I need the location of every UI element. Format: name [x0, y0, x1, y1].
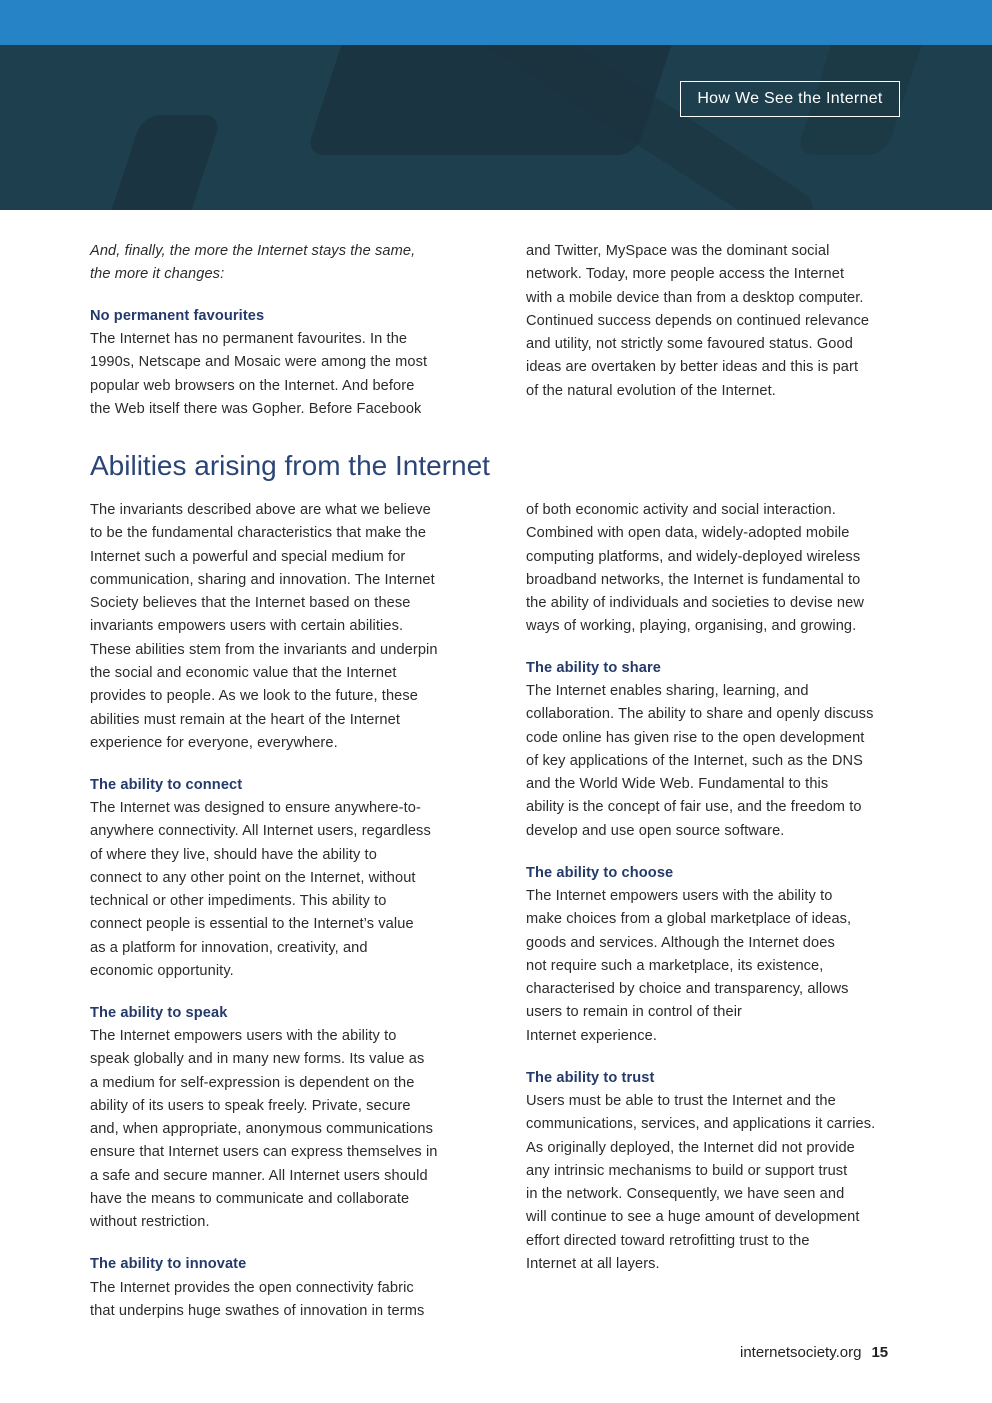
heading-ability-speak: The ability to speak [90, 1005, 228, 1021]
decorative-shape [78, 115, 223, 210]
page-footer [740, 1344, 888, 1361]
paragraph: The Internet was designed to ensure anywhere-to- anywhere connectivity. All Internet users, regardless of where they live, should have the ability to connect to any other point on the Internet, without technical or other impediments. This ability to connect people is essential to the Internet’s value as a platform for innovation, creativity, and economic opportunity. [90, 800, 431, 980]
section-label: How We See the Internet [680, 81, 900, 117]
heading-ability-innovate: The ability to innovate [90, 1256, 247, 1272]
heading-ability-choose: The ability to choose [526, 865, 674, 881]
paragraph: The Internet empowers users with the ability to speak globally and in many new forms. Its value as a medium for self-expression is dependent on the ability of its users to speak freely. Private, secure and, when appropriate, anonymous communications ensure that Internet users can express themselves in a safe and secure manner. All Internet users should have the means to communicate and collaborate without restriction. [90, 1028, 438, 1231]
top-color-bar [0, 0, 992, 45]
heading-ability-trust: The ability to trust [526, 1070, 655, 1086]
paragraph: The Internet has no permanent favourites. In the 1990s, Netscape and Mosaic were among the most popular web browsers on the Internet. And before the Web itself there was Gopher. Before Facebook [90, 331, 428, 417]
paragraph: The Internet empowers users with the ability to make choices from a global marketplace of ideas, goods and services. Although the Internet does not require such a marketplace, its existence, characterised by choice and transparency, allows users to remain in control of their Internet experience. [526, 888, 852, 1044]
lead-text: And, finally, the more the Internet stays the same, the more it changes: [90, 243, 416, 283]
header-banner [0, 45, 992, 210]
section-title: Abilities arising from the Internet [90, 450, 490, 481]
heading-no-permanent-favourites: No permanent favourites [90, 308, 265, 324]
heading-ability-share: The ability to share [526, 660, 661, 676]
page-number: 15 [871, 1344, 889, 1361]
paragraph: and Twitter, MySpace was the dominant social network. Today, more people access the Internet with a mobile device than from a desktop computer. Continued success depends on continued relevance and utility, not strictly some favoured status. Good ideas are overtaken by better ideas and this is part of the natural evolution of the Internet. [526, 243, 870, 399]
paragraph: The Internet enables sharing, learning, and collaboration. The ability to share and openly discuss code online has given rise to the open development of key applications of the Internet, such as the DNS and the World Wide Web. Fundamental to this ability is the concept of fair use, and the freedom to develop and use open source software. [526, 683, 874, 839]
heading-ability-connect: The ability to connect [90, 777, 243, 793]
paragraph: The invariants described above are what we believe to be the fundamental characteristics that make the Internet such a powerful and special medium for communication, sharing and innovation. The Internet Society believes that the Internet based on these invariants empowers users with certain abilities. These abilities stem from the invariants and underpin the social and economic value that the Internet provides to people. As we look to the future, these abilities must remain at the heart of the Internet experience for everyone, everywhere. [90, 502, 438, 751]
footer-site: internetsociety.org [740, 1344, 862, 1361]
paragraph: The Internet provides the open connectivity fabric that underpins huge swathes of innovation in terms [90, 1280, 425, 1320]
paragraph: of both economic activity and social interaction. Combined with open data, widely-adopted mobile computing platforms, and widely-deployed wireless broadband networks, the Internet is fundamental to the ability of individuals and societies to devise new ways of working, playing, organising, and growing. [526, 502, 865, 635]
paragraph: Users must be able to trust the Internet and the communications, services, and applications it carries. As originally deployed, the Internet did not provide any intrinsic mechanisms to build or support trust in the network. Consequently, we have seen and will continue to see a huge amount of development effort directed toward retrofitting trust to the Internet at all layers. [526, 1093, 876, 1273]
